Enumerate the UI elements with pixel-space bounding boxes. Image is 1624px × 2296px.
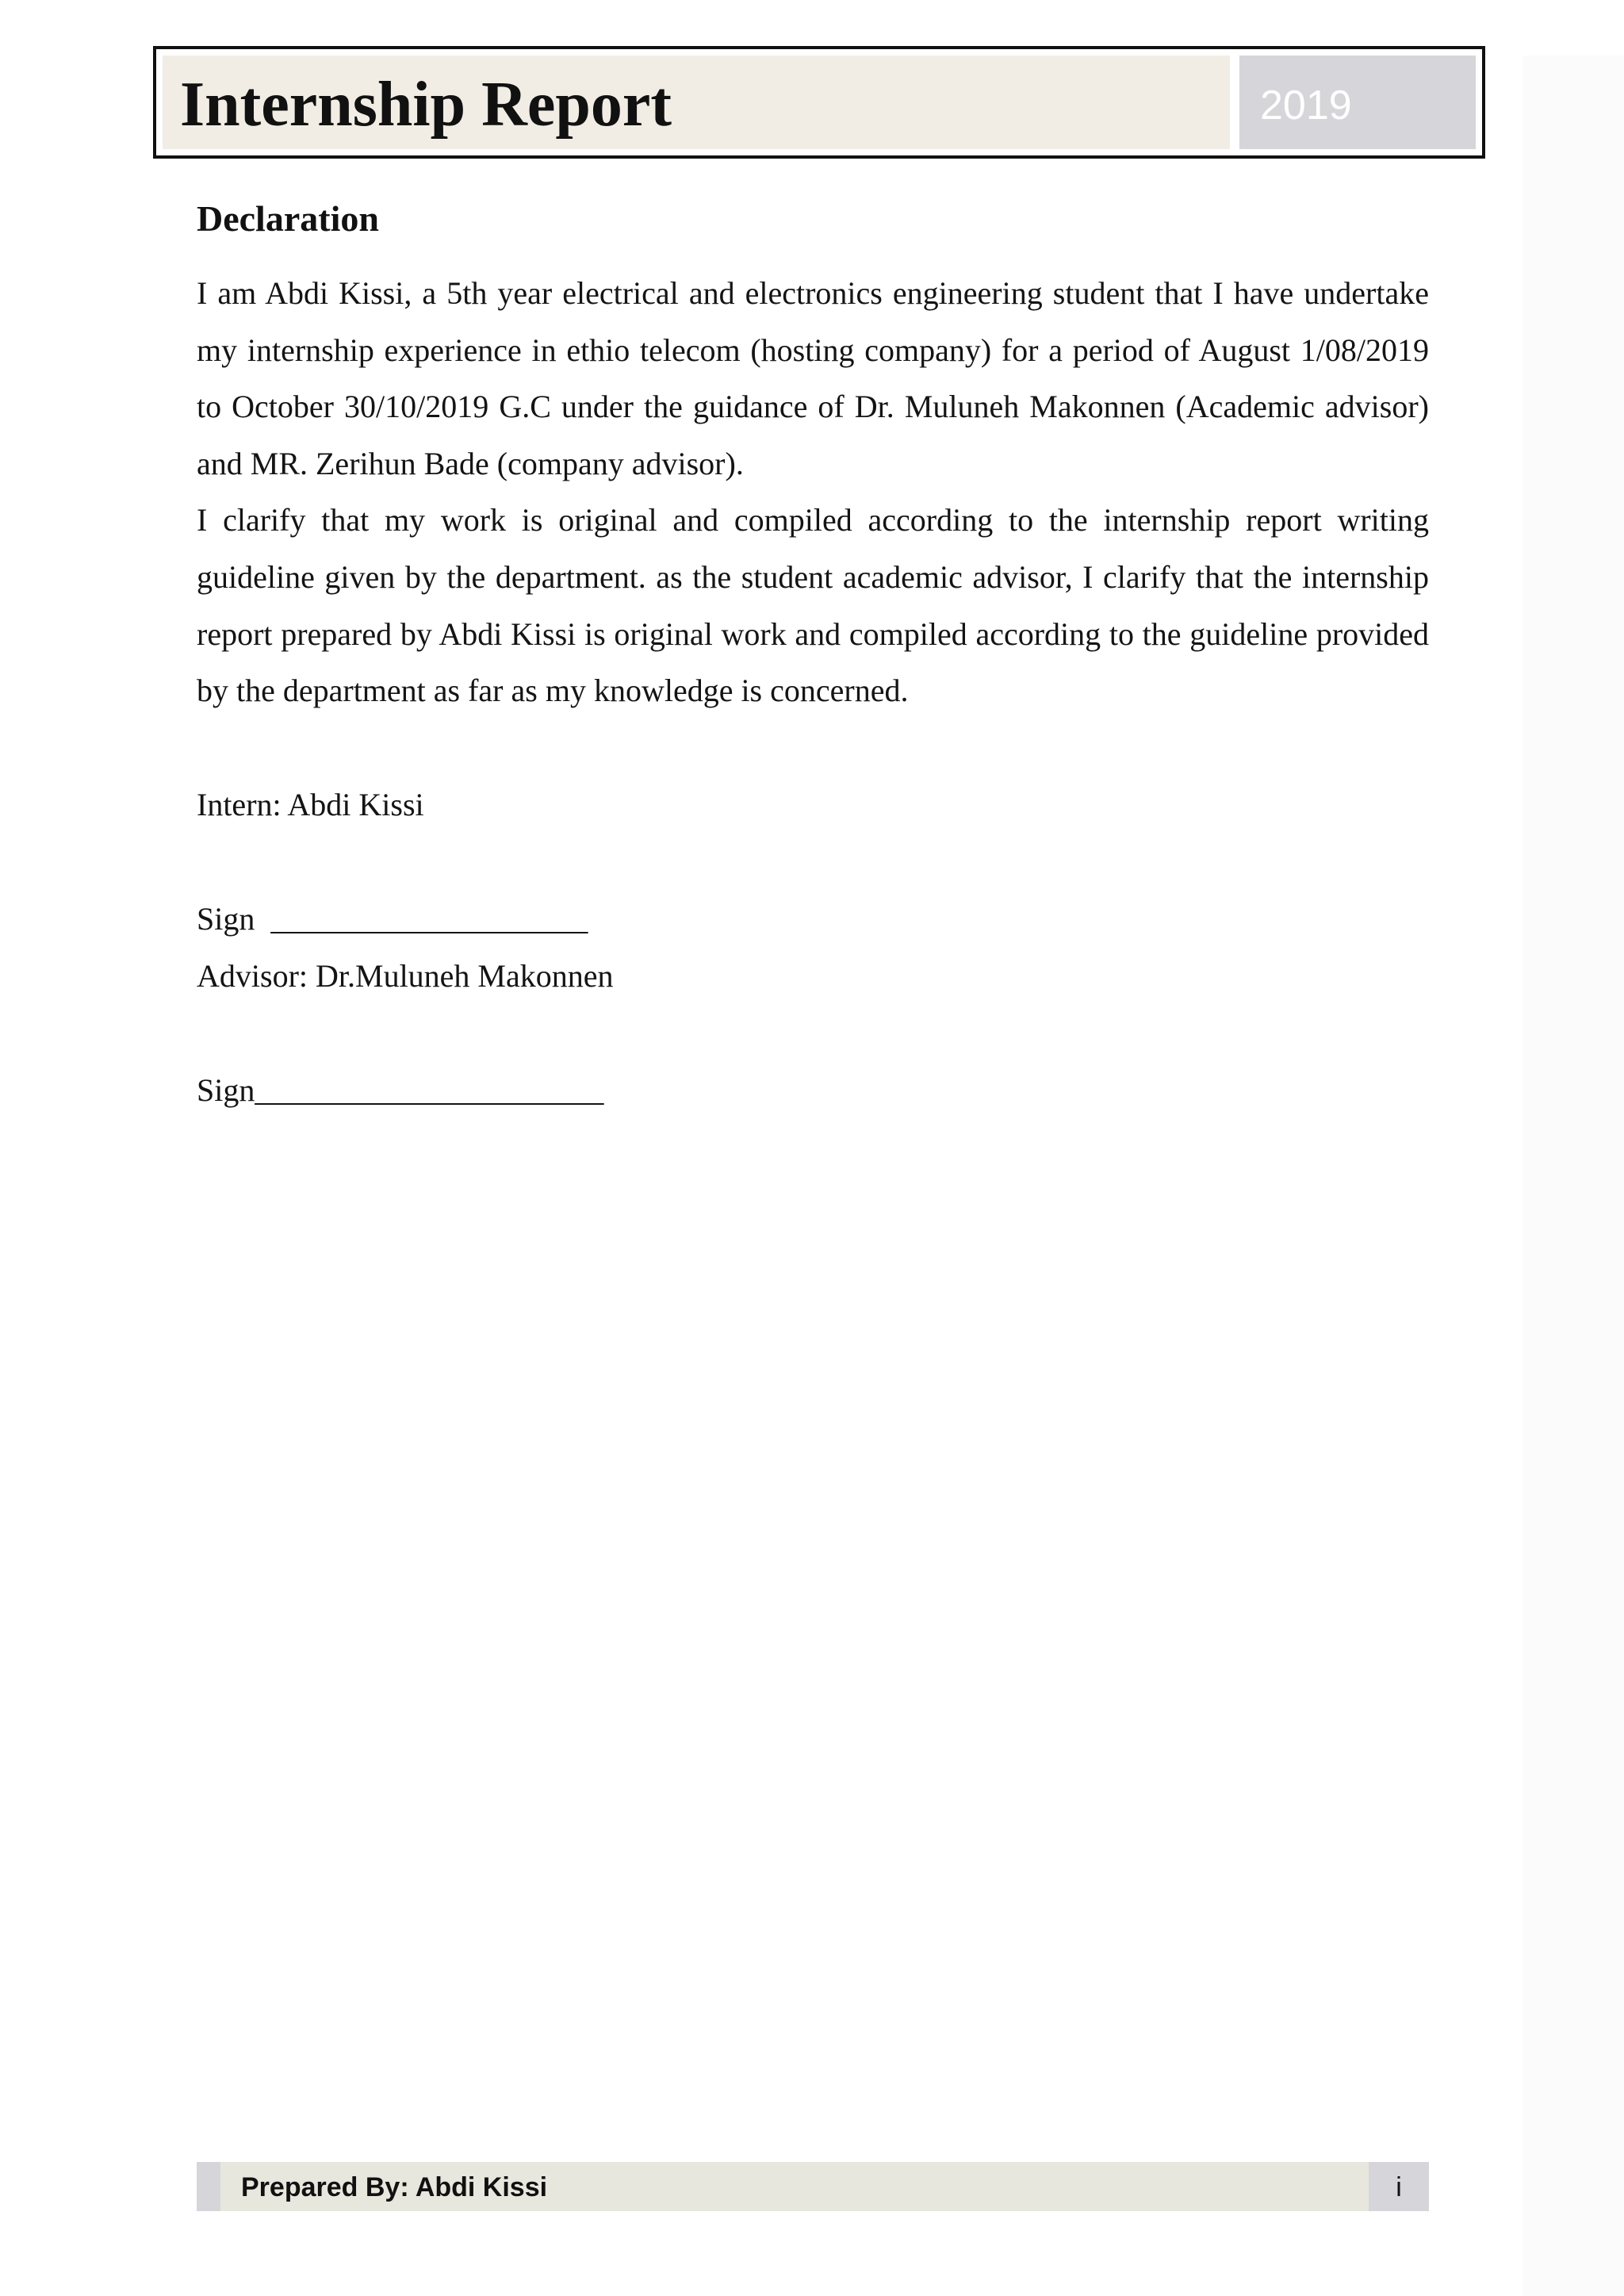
declaration-section	[197, 190, 1429, 1119]
page-footer	[197, 2162, 1429, 2211]
advisor-sign-line: Sign______________________	[197, 1071, 604, 1108]
page-shadow-edge	[1522, 56, 1624, 2296]
page-header	[153, 46, 1485, 159]
declaration-paragraph-2: I clarify that my work is original and compiled according to the internship report writing guideline given by the department. as the student academic advisor, I clarify that the internship report prepared by Abdi Kissi is original work and compiled according to the guideline provided by the department as far as my knowledge is concerned.	[197, 502, 1429, 709]
intern-sign-line: Sign ____________________	[197, 900, 588, 937]
spacer	[197, 719, 1429, 776]
prepared-by: Prepared By: Abdi Kissi	[241, 2172, 548, 2202]
spacer	[197, 834, 1429, 891]
header-title-cell	[163, 56, 1230, 149]
section-heading: Declaration	[197, 198, 379, 239]
spacer	[197, 1005, 1429, 1062]
footer-accent	[197, 2162, 220, 2211]
report-title: Internship Report	[180, 70, 672, 140]
page-number: i	[1396, 2172, 1402, 2202]
footer-page-cell	[1369, 2162, 1429, 2211]
intern-name: Intern: Abdi Kissi	[197, 786, 424, 822]
report-year: 2019	[1260, 82, 1352, 128]
header-year-cell	[1239, 56, 1476, 149]
declaration-paragraph-1: I am Abdi Kissi, a 5th year electrical and electronics engineering student that I have undertake my internship experience in ethio telecom (hosting company) for a period of August 1/08/2019 to October 30/10/2019 G.C under the guidance of Dr. Muluneh Makonnen (Academic advisor) and MR. Zerihun Bade (company advisor).	[197, 275, 1429, 481]
advisor-name: Advisor: Dr.Muluneh Makonnen	[197, 957, 614, 994]
